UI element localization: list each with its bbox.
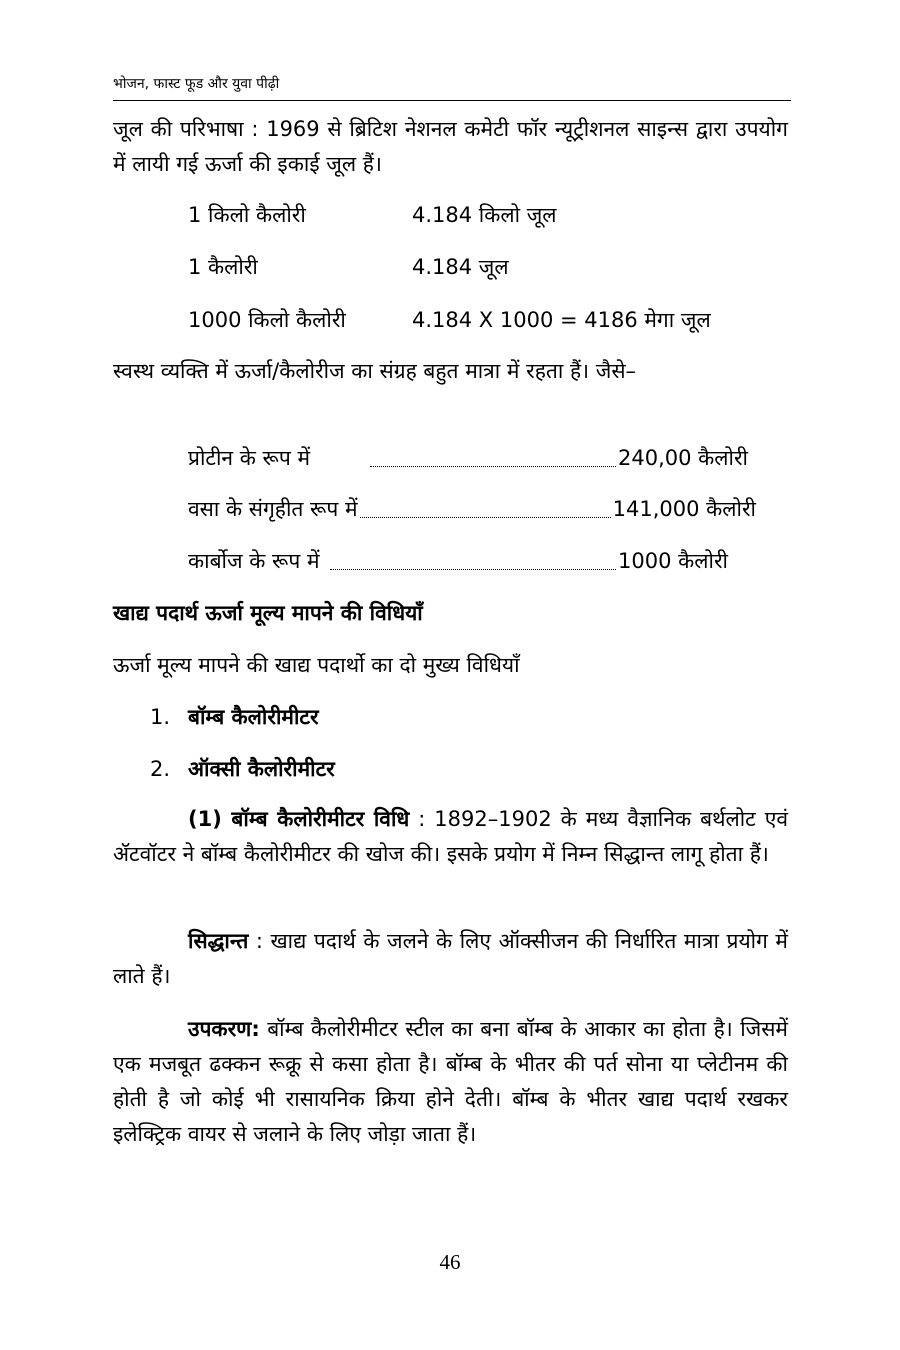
list-number: 2. [150, 757, 171, 781]
apparatus-lead: उपकरण: [188, 1017, 260, 1041]
page-number: 46 [439, 1250, 461, 1274]
bomb-method-text: : 1892–1902 के मध्य वैज्ञानिक बर्थलोट एवं ॲटवॉटर ने बॉम्ब कैलोरीमीटर की खोज की। इसके प्रयोग में निम्न सिद्धान्त लागू होता हैं। [113, 807, 788, 866]
store-label: प्रोटीन के रूप में [188, 446, 311, 470]
list-text: बॉम्ब कैलोरीमीटर [188, 705, 319, 729]
conversion-left-3: 1000 किलो कैलोरी [188, 308, 346, 332]
method-list-item-2 [150, 754, 335, 784]
section-heading: खाद्य पदार्थ ऊर्जा मूल्य मापने की विधियाँ [113, 601, 423, 625]
bomb-method-paragraph [113, 802, 788, 872]
leader-dots [330, 568, 617, 570]
joule-definition-paragraph: जूल की परिभाषा : 1969 से ब्रिटिश नेशनल कमेटी फॉर न्यूट्रीशनल साइन्स द्वारा उपयोग में लायी गई ऊर्जा की इकाई जूल हैं। [113, 117, 788, 176]
store-row-fat [188, 494, 756, 524]
list-number: 1. [150, 705, 171, 729]
principle-lead: सिद्धान्त [188, 929, 249, 953]
principle-text: : खाद्य पदार्थ के जलने के लिए ऑक्सीजन की निर्धारित मात्रा प्रयोग में लाते हैं। [113, 929, 788, 988]
conversion-right-3: 4.184 X 1000 = 4186 मेगा जूल [412, 308, 711, 332]
conversion-left-1: 1 किलो कैलोरी [188, 203, 306, 227]
bomb-method-lead: (1) बॉम्ब कैलोरीमीटर विधि [188, 807, 410, 831]
store-row-carbohydrate [188, 546, 728, 576]
store-value: 240,00 कैलोरी [618, 446, 748, 470]
conversion-right-2: 4.184 जूल [412, 255, 509, 279]
conversion-left-2: 1 कैलोरी [188, 255, 258, 279]
leader-dots [370, 465, 616, 467]
methods-intro-paragraph: ऊर्जा मूल्य मापने की खाद्य पदार्थो का दो मुख्य विधियाँ [113, 653, 520, 677]
store-row-protein [188, 443, 748, 473]
conversion-right-1: 4.184 किलो जूल [412, 203, 557, 227]
header-rule [113, 100, 791, 101]
store-value: 141,000 कैलोरी [612, 497, 756, 521]
store-value: 1000 कैलोरी [618, 549, 728, 573]
store-label: वसा के संगृहीत रूप में [188, 497, 358, 521]
leader-dots [360, 516, 611, 518]
running-header: भोजन, फास्ट फूड और युवा पीढ़ी [113, 76, 280, 92]
method-list-item-1 [150, 702, 319, 732]
energy-storage-paragraph: स्वस्थ व्यक्ति में ऊर्जा/कैलोरीज का संग्रह बहुत मात्रा में रहता हैं। जैसे– [113, 359, 637, 383]
apparatus-paragraph [113, 1012, 788, 1152]
apparatus-text: बॉम्ब कैलोरीमीटर स्टील का बना बॉम्ब के आकार का होता है। जिसमें एक मजबूत ढक्कन रूक्रू से कसा होता है। बॉम्ब के भीतर की पर्त सोना या प्लेटीनम की होती है जो कोई भी रासायनिक क्रिया होने देती। बॉम्ब के भीतर खाद्य पदार्थ रखकर इलेक्ट्रिक वायर से जलाने के लिए जोड़ा जाता हैं। [113, 1017, 788, 1146]
list-text: ऑक्सी कैलोरीमीटर [188, 757, 335, 781]
store-label: कार्बोज के रूप में [188, 549, 320, 573]
principle-paragraph [113, 924, 788, 994]
